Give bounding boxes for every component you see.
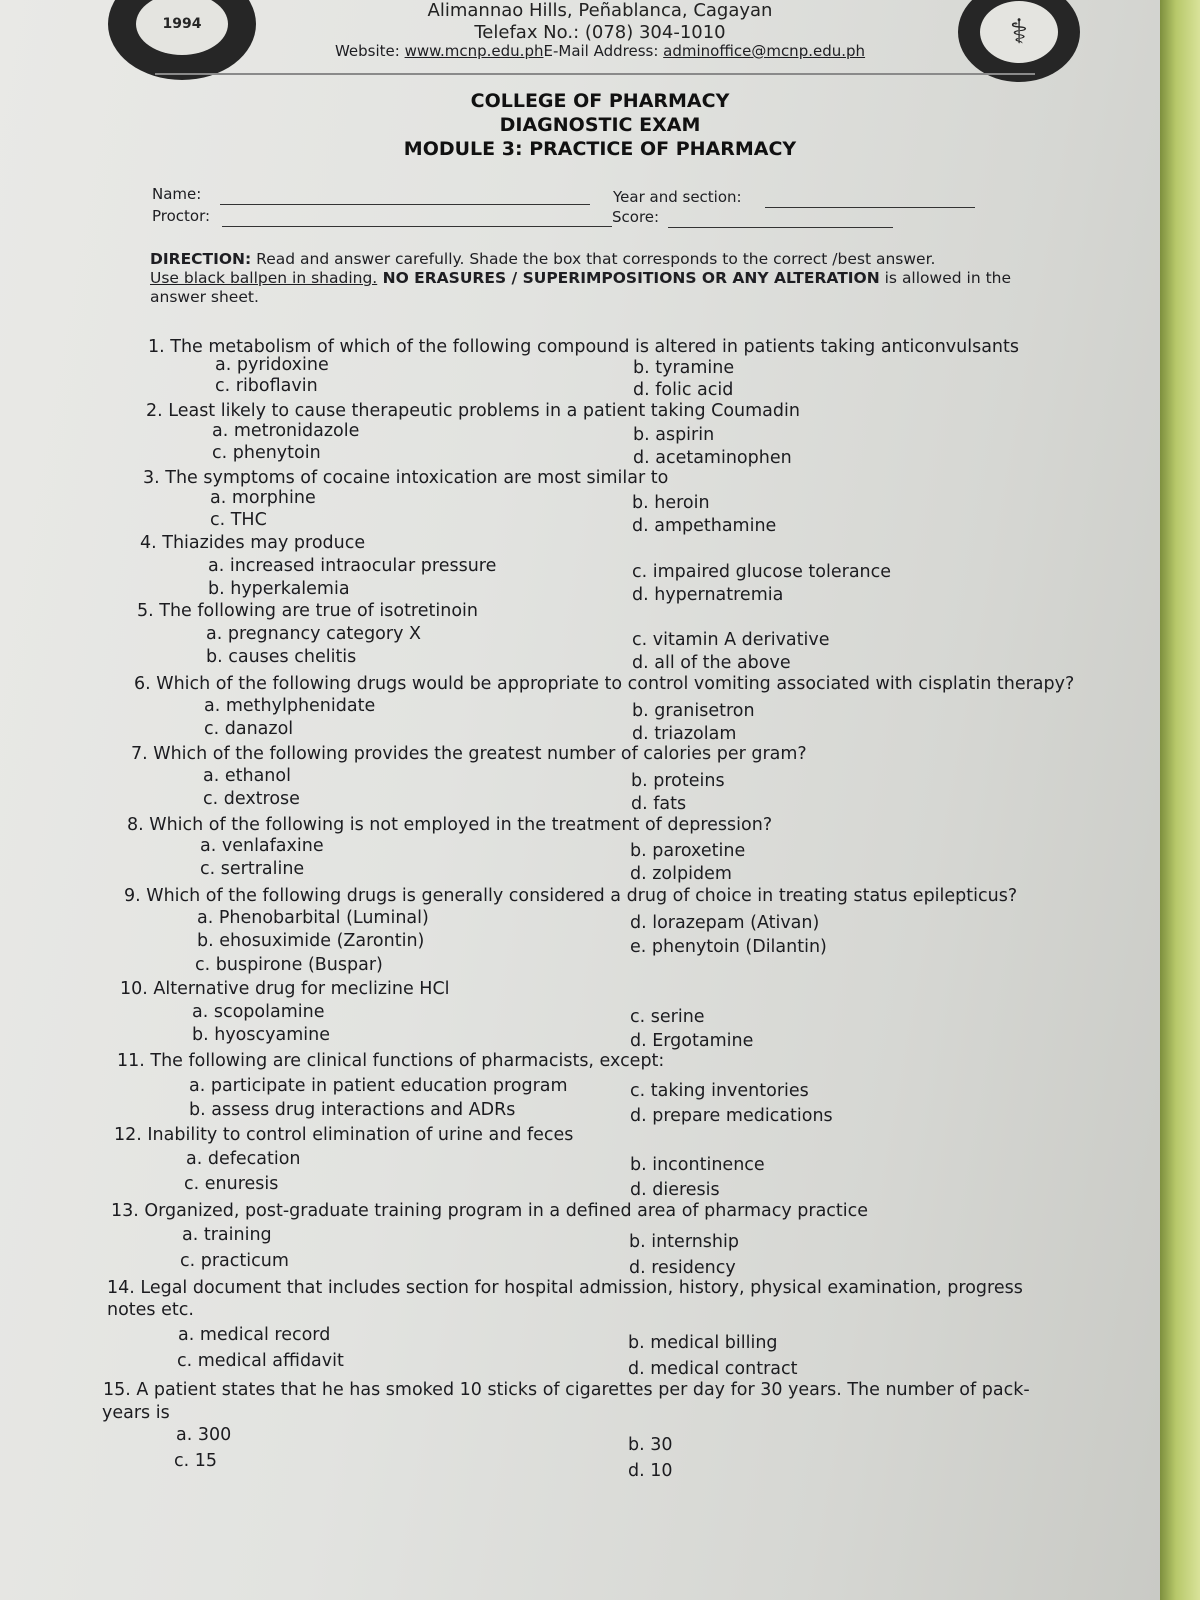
option-13d[interactable]: d. residency — [629, 1258, 736, 1278]
option-11c[interactable]: c. taking inventories — [630, 1081, 809, 1101]
option-14a[interactable]: a. medical record — [178, 1325, 331, 1345]
option-7b[interactable]: b. proteins — [631, 771, 725, 791]
option-6d[interactable]: d. triazolam — [632, 724, 737, 744]
option-14c[interactable]: c. medical affidavit — [177, 1351, 344, 1371]
direction-warning: NO ERASURES / SUPERIMPOSITIONS OR ANY ALTERATION — [377, 269, 880, 287]
option-9e[interactable]: e. phenytoin (Dilantin) — [630, 937, 827, 957]
email-link[interactable]: adminoffice@mcnp.edu.ph — [663, 42, 866, 60]
option-2b[interactable]: b. aspirin — [633, 425, 715, 445]
option-15a[interactable]: a. 300 — [176, 1425, 232, 1445]
option-11a[interactable]: a. participate in patient education program — [189, 1076, 568, 1096]
option-1a[interactable]: a. pyridoxine — [215, 355, 329, 375]
option-2d[interactable]: d. acetaminophen — [633, 448, 792, 468]
option-9a[interactable]: a. Phenobarbital (Luminal) — [197, 908, 429, 928]
question-15-continued: years is — [102, 1403, 170, 1423]
option-4a[interactable]: a. increased intraocular pressure — [208, 556, 497, 576]
option-12c[interactable]: c. enuresis — [184, 1174, 279, 1194]
option-4b[interactable]: b. hyperkalemia — [208, 579, 350, 599]
option-3b[interactable]: b. heroin — [632, 493, 710, 513]
option-3d[interactable]: d. ampethamine — [632, 516, 777, 536]
telefax-line: Telefax No.: (078) 304-1010 — [474, 22, 726, 43]
option-15c[interactable]: c. 15 — [174, 1451, 218, 1471]
option-10a[interactable]: a. scopolamine — [192, 1002, 325, 1022]
seal-year-text: 1994 — [162, 16, 202, 32]
question-11: 11. The following are clinical functions of pharmacists, except: — [117, 1051, 665, 1071]
option-9c[interactable]: c. buspirone (Buspar) — [195, 955, 383, 975]
option-3c[interactable]: c. THC — [210, 510, 267, 530]
option-11d[interactable]: d. prepare medications — [630, 1106, 833, 1126]
college-title: COLLEGE OF PHARMACY — [470, 90, 730, 112]
option-6b[interactable]: b. granisetron — [632, 701, 755, 721]
option-3a[interactable]: a. morphine — [210, 488, 316, 508]
module-title: MODULE 3: PRACTICE OF PHARMACY — [403, 138, 797, 160]
website-label: Website: — [334, 42, 405, 60]
option-5d[interactable]: d. all of the above — [632, 653, 791, 673]
question-12: 12. Inability to control elimination of urine and feces — [114, 1125, 574, 1145]
question-8: 8. Which of the following is not employed in the treatment of depression? — [127, 815, 773, 835]
question-10: 10. Alternative drug for meclizine HCl — [120, 979, 450, 999]
option-5c[interactable]: c. vitamin A derivative — [632, 630, 830, 650]
option-13b[interactable]: b. internship — [629, 1232, 739, 1252]
question-15: 15. A patient states that he has smoked 10 sticks of cigarettes per day for 30 years. The number of pack- — [103, 1380, 1030, 1400]
name-label: Name: — [152, 185, 202, 203]
year-section-field[interactable] — [765, 207, 975, 208]
direction-label: DIRECTION: — [150, 250, 252, 268]
option-7d[interactable]: d. fats — [631, 794, 687, 814]
option-12a[interactable]: a. defecation — [186, 1149, 301, 1169]
email-label: E-Mail Address: — [543, 42, 664, 60]
option-11b[interactable]: b. assess drug interactions and ADRs — [189, 1100, 516, 1120]
option-13c[interactable]: c. practicum — [180, 1251, 289, 1271]
option-4c[interactable]: c. impaired glucose tolerance — [632, 562, 892, 582]
question-14-continued: notes etc. — [107, 1300, 194, 1320]
option-1c[interactable]: c. riboflavin — [215, 376, 318, 396]
direction-text: Read and answer carefully. Shade the box that corresponds to the correct /best answer. — [251, 250, 936, 268]
year-section-label: Year and section: — [613, 188, 742, 206]
option-10b[interactable]: b. hyoscyamine — [192, 1025, 330, 1045]
option-9d[interactable]: d. lorazepam (Ativan) — [630, 913, 820, 933]
question-13: 13. Organized, post-graduate training program in a defined area of pharmacy practice — [111, 1201, 869, 1221]
option-10d[interactable]: d. Ergotamine — [630, 1031, 754, 1051]
option-6a[interactable]: a. methylphenidate — [204, 696, 376, 716]
option-4d[interactable]: d. hypernatremia — [632, 585, 784, 605]
option-8c[interactable]: c. sertraline — [200, 859, 305, 879]
option-1d[interactable]: d. folic acid — [633, 380, 734, 400]
question-6: 6. Which of the following drugs would be appropriate to control vomiting associated with cisplatin therapy? — [134, 674, 1075, 694]
option-13a[interactable]: a. training — [182, 1225, 272, 1245]
option-12b[interactable]: b. incontinence — [630, 1155, 765, 1175]
proctor-field[interactable] — [222, 226, 612, 227]
caduceus-icon: ⚕ — [980, 1, 1058, 63]
option-7a[interactable]: a. ethanol — [203, 766, 291, 786]
question-14: 14. Legal document that includes section for hospital admission, history, physical examination, progress — [107, 1278, 1023, 1298]
website-line — [0, 42, 1200, 60]
score-field[interactable] — [668, 227, 893, 228]
directions — [150, 250, 1070, 307]
question-1: 1. The metabolism of which of the following compound is altered in patients taking anticonvulsants — [148, 337, 1020, 357]
direction-tail: is allowed in the answer sheet. — [150, 269, 1012, 306]
option-1b[interactable]: b. tyramine — [633, 358, 735, 378]
option-8a[interactable]: a. venlafaxine — [200, 836, 324, 856]
option-14d[interactable]: d. medical contract — [628, 1359, 798, 1379]
question-7: 7. Which of the following provides the greatest number of calories per gram? — [131, 744, 807, 764]
question-2: 2. Least likely to cause therapeutic problems in a patient taking Coumadin — [146, 401, 800, 421]
question-3: 3. The symptoms of cocaine intoxication are most similar to — [143, 468, 669, 488]
direction-underlined: Use black ballpen in shading. — [150, 269, 378, 287]
background-edge — [1160, 0, 1200, 1600]
option-8b[interactable]: b. paroxetine — [630, 841, 746, 861]
question-4: 4. Thiazides may produce — [140, 533, 366, 553]
header-divider — [155, 73, 1035, 75]
proctor-label: Proctor: — [152, 207, 211, 225]
option-5a[interactable]: a. pregnancy category X — [206, 624, 421, 644]
address-line: Alimannao Hills, Peñablanca, Cagayan — [427, 0, 773, 21]
option-7c[interactable]: c. dextrose — [203, 789, 300, 809]
option-14b[interactable]: b. medical billing — [628, 1333, 778, 1353]
question-5: 5. The following are true of isotretinoin — [137, 601, 478, 621]
exam-title: DIAGNOSTIC EXAM — [499, 114, 701, 136]
option-9b[interactable]: b. ehosuximide (Zarontin) — [197, 931, 425, 951]
score-label: Score: — [612, 208, 660, 226]
option-5b[interactable]: b. causes chelitis — [206, 647, 357, 667]
name-field[interactable] — [220, 204, 590, 205]
option-10c[interactable]: c. serine — [630, 1007, 705, 1027]
option-12d[interactable]: d. dieresis — [630, 1180, 720, 1200]
website-link[interactable]: www.mcnp.edu.ph — [404, 42, 544, 60]
option-6c[interactable]: c. danazol — [204, 719, 294, 739]
option-8d[interactable]: d. zolpidem — [630, 864, 732, 884]
question-9: 9. Which of the following drugs is generally considered a drug of choice in treating status epilepticus? — [124, 886, 1018, 906]
option-15b[interactable]: b. 30 — [628, 1435, 673, 1455]
option-15d[interactable]: d. 10 — [628, 1461, 673, 1481]
option-2c[interactable]: c. phenytoin — [212, 443, 321, 463]
option-2a[interactable]: a. metronidazole — [212, 421, 360, 441]
